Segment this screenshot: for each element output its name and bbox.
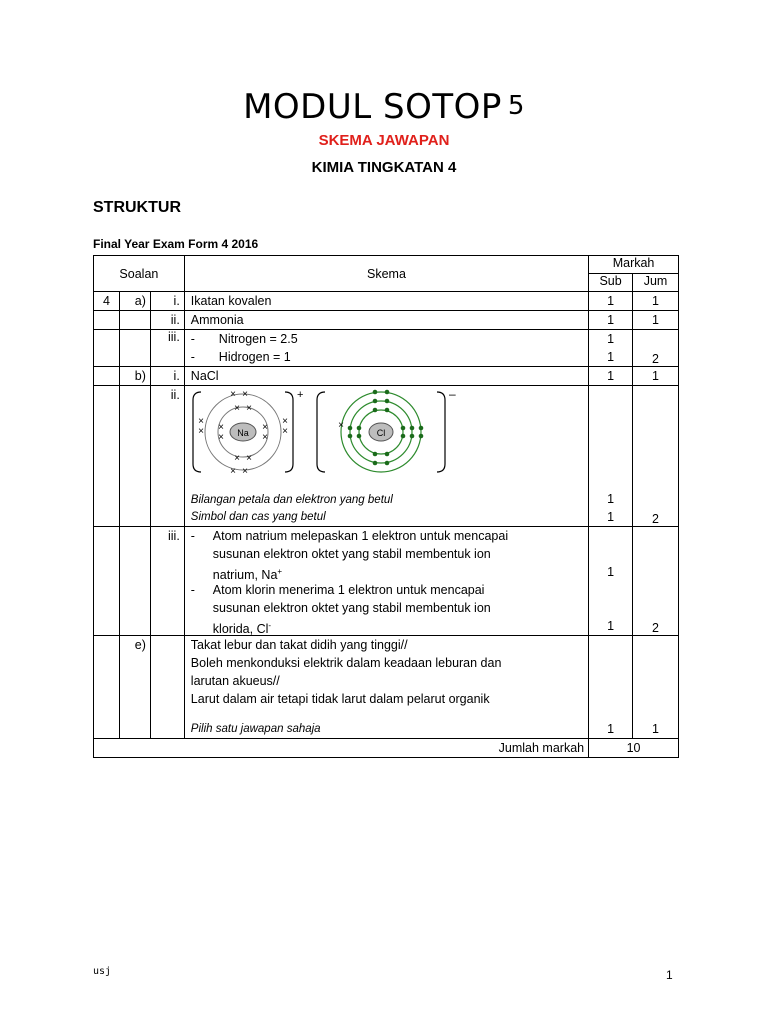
svg-text:×: × <box>229 389 236 400</box>
svg-text:×: × <box>245 403 252 414</box>
table-row <box>94 292 679 311</box>
total-row <box>94 739 679 758</box>
sub-mark: 1 <box>607 565 615 579</box>
marking-note: Simbol dan cas yang betul <box>190 511 326 523</box>
sub-mark: 1 <box>607 510 615 524</box>
question-number: 4 <box>94 292 120 311</box>
jum-mark: 1 <box>633 311 679 330</box>
list-item: - Atom natrium melepaskan 1 elektron untuk mencapai susunan elektron oktet yang stabil membentuk ion natrium, Na+ <box>190 529 509 583</box>
total-label: Jumlah markah <box>94 739 589 758</box>
table-row <box>94 367 679 386</box>
sub-mark: 1 <box>589 292 633 311</box>
sub-mark: 1 <box>607 619 615 633</box>
answer-scheme-heading: SKEMA JAWAPAN <box>318 132 450 149</box>
sub-mark: 1 <box>589 636 633 739</box>
svg-text:×: × <box>245 453 252 464</box>
answer-text: Ammonia <box>184 311 588 330</box>
list-item: - Nitrogen = 2.5 <box>190 332 298 346</box>
table-header-row <box>94 256 679 274</box>
sub-mark: 1 <box>607 332 615 346</box>
section-heading: STRUKTUR <box>93 199 181 216</box>
list-item: - Hidrogen = 1 <box>190 350 291 364</box>
chloride-ion-diagram <box>315 388 455 476</box>
jum-mark: 2 <box>633 330 679 367</box>
cl-label: Cl <box>376 428 386 438</box>
answer-text: Boleh menkonduksi elektrik dalam keadaan leburan dan <box>190 656 502 670</box>
sub-mark: 1 <box>589 311 633 330</box>
ionic-bond-diagram <box>191 388 584 484</box>
question-part: a) <box>119 292 150 311</box>
title-number: 5 <box>507 91 525 121</box>
jum-mark: 1 <box>633 292 679 311</box>
total-value: 10 <box>589 739 679 758</box>
sub-mark: 1 <box>589 367 633 386</box>
question-subpart: i. <box>150 292 184 311</box>
answer-text: larutan akueus// <box>190 674 280 688</box>
list-item: - Atom klorin menerima 1 elektron untuk mencapai susunan elektron oktet yang stabil membentuk ion klorida, Cl- <box>190 583 491 637</box>
na-charge: + <box>296 389 304 401</box>
page-number: 1 <box>666 968 673 982</box>
table-row <box>94 527 679 636</box>
marking-note: Bilangan petala dan elektron yang betul <box>190 494 393 506</box>
question-subpart: i. <box>150 367 184 386</box>
header-soalan: Soalan <box>94 256 185 292</box>
question-subpart: iii. <box>150 527 184 636</box>
answer-text: NaCl <box>184 367 588 386</box>
sub-mark: 1 <box>607 350 615 364</box>
cl-charge: – <box>448 387 456 401</box>
header-skema: Skema <box>184 256 588 292</box>
jum-mark: 2 <box>633 527 679 636</box>
table-row <box>94 386 679 527</box>
footer-label: usj <box>93 966 112 977</box>
svg-text:×: × <box>261 432 268 443</box>
table-row <box>94 636 679 739</box>
answer-text: Larut dalam air tetapi tidak larut dalam pelarut organik <box>190 692 490 706</box>
header-markah: Markah <box>589 256 679 274</box>
svg-text:×: × <box>241 389 248 400</box>
table-row <box>94 311 679 330</box>
svg-text:×: × <box>281 416 288 427</box>
svg-text:×: × <box>337 420 344 431</box>
answer-text: Ikatan kovalen <box>184 292 588 311</box>
sub-mark: 1 <box>607 492 615 506</box>
question-subpart: ii. <box>150 311 184 330</box>
svg-text:×: × <box>229 466 236 477</box>
svg-text:×: × <box>281 426 288 437</box>
svg-text:×: × <box>233 453 240 464</box>
jum-mark: 1 <box>633 367 679 386</box>
subject-heading: KIMIA TINGKATAN 4 <box>311 159 457 176</box>
header-sub: Sub <box>589 274 633 292</box>
svg-text:×: × <box>261 422 268 433</box>
page-title: MODUL SOTOP 5 <box>243 87 525 127</box>
question-part: b) <box>119 367 150 386</box>
na-label: Na <box>237 428 249 438</box>
question-part: e) <box>119 636 150 739</box>
svg-text:×: × <box>233 403 240 414</box>
marking-scheme-table <box>93 255 679 758</box>
sodium-ion-diagram <box>191 388 304 477</box>
marking-note: Pilih satu jawapan sahaja <box>190 723 321 735</box>
question-subpart: iii. <box>150 330 184 367</box>
svg-text:×: × <box>217 422 224 433</box>
table-row <box>94 330 679 367</box>
question-subpart: ii. <box>150 386 184 527</box>
exam-label: Final Year Exam Form 4 2016 <box>93 237 259 251</box>
answer-text: Takat lebur dan takat didih yang tinggi// <box>190 638 408 652</box>
svg-text:×: × <box>197 426 204 437</box>
svg-text:×: × <box>217 432 224 443</box>
svg-text:×: × <box>241 466 248 477</box>
svg-text:×: × <box>197 416 204 427</box>
header-jum: Jum <box>633 274 679 292</box>
jum-mark: 2 <box>633 386 679 527</box>
jum-mark: 1 <box>633 636 679 739</box>
